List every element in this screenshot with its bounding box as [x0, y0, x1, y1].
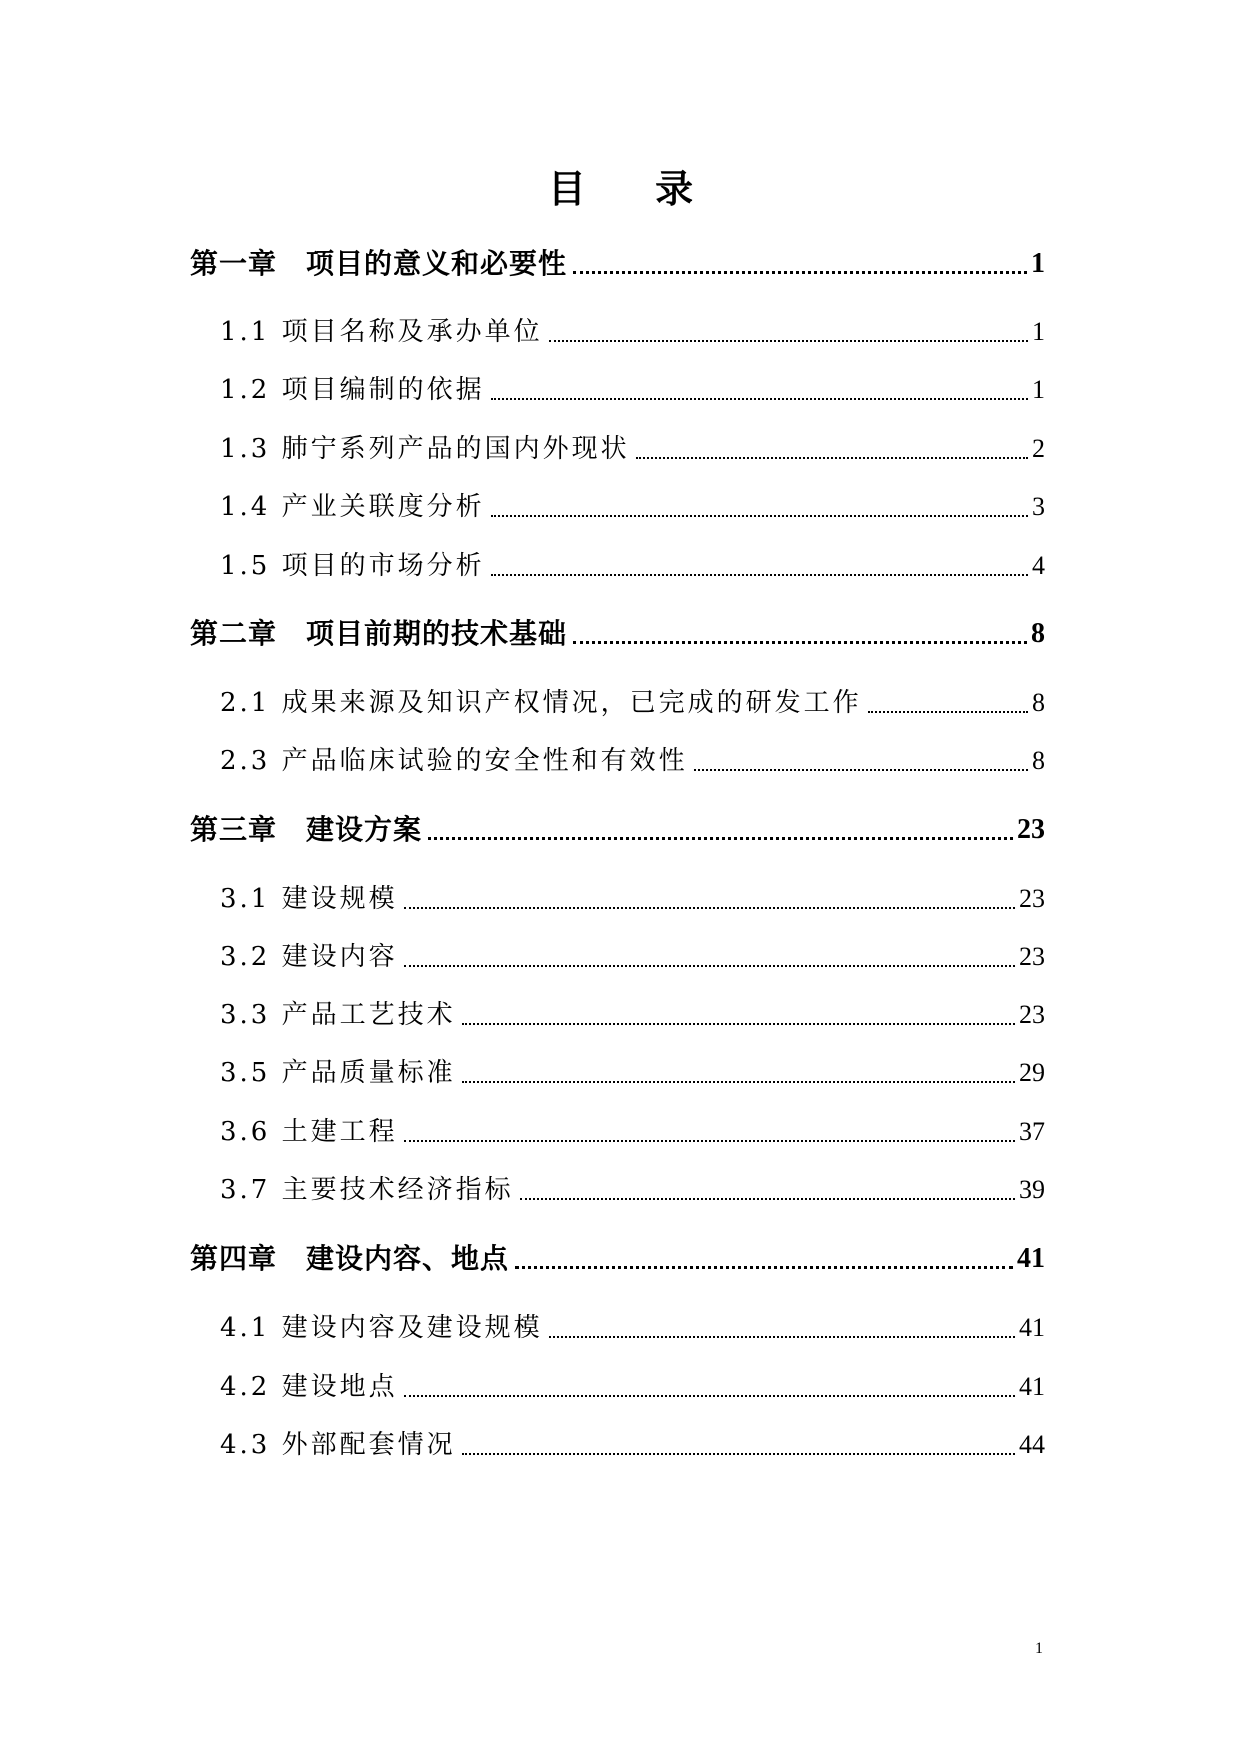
- dot-leader: [573, 641, 1027, 644]
- dot-leader: [636, 457, 1028, 459]
- toc-entry-1-3[interactable]: [220, 429, 1045, 469]
- toc-title: 目 录: [547, 166, 722, 211]
- toc-entry-label: 2.3 产品临床试验的安全性和有效性: [220, 746, 688, 776]
- dot-leader: [462, 1453, 1015, 1455]
- dot-leader: [491, 515, 1028, 517]
- toc-entry-label: 第一章 项目的意义和必要性: [190, 247, 568, 280]
- toc-entry-4-2[interactable]: [220, 1367, 1045, 1407]
- toc-entry-label: 3.5 产品质量标准: [220, 1058, 456, 1088]
- toc-entry-3-2[interactable]: [220, 937, 1045, 977]
- toc-entry-3-5[interactable]: [220, 1053, 1045, 1093]
- toc-entry-page: 41: [1019, 1313, 1045, 1342]
- toc-entry-page: 23: [1019, 884, 1045, 913]
- toc-entry-1-2[interactable]: [220, 370, 1045, 410]
- toc-entry-label: 1.3 肺宁系列产品的国内外现状: [220, 434, 630, 464]
- dot-leader: [549, 1336, 1015, 1338]
- dot-leader: [520, 1198, 1015, 1200]
- dot-leader: [694, 769, 1028, 771]
- toc-entry-page: 2: [1032, 434, 1045, 463]
- toc-entry-label: 3.1 建设规模: [220, 884, 398, 914]
- toc-entry-page: 8: [1031, 618, 1045, 649]
- toc-entry-label: 3.3 产品工艺技术: [220, 1000, 456, 1030]
- dot-leader: [462, 1081, 1015, 1083]
- toc-entry-page: 41: [1019, 1372, 1045, 1401]
- toc-entry-page: 44: [1019, 1430, 1045, 1459]
- toc-entry-1-1[interactable]: [220, 312, 1045, 352]
- dot-leader: [404, 1395, 1015, 1397]
- toc-entry-page: 3: [1032, 492, 1045, 521]
- toc-entry-label: 3.6 土建工程: [220, 1117, 398, 1147]
- toc-entry-page: 1: [1031, 248, 1045, 279]
- toc-entry-page: 41: [1017, 1243, 1045, 1274]
- toc-entry-label: 2.1 成果来源及知识产权情况，已完成的研发工作: [220, 688, 862, 718]
- dot-leader: [428, 837, 1013, 840]
- toc-entry-label: 第四章 建设内容、地点: [190, 1242, 510, 1275]
- toc-entry-chapter-1[interactable]: [190, 244, 1045, 284]
- dot-leader: [549, 340, 1028, 342]
- toc-entry-page: 29: [1019, 1058, 1045, 1087]
- toc-entry-4-1[interactable]: [220, 1308, 1045, 1348]
- toc-entry-page: 23: [1019, 942, 1045, 971]
- toc-entry-2-3[interactable]: [220, 741, 1045, 781]
- toc-entry-label: 3.7 主要技术经济指标: [220, 1175, 514, 1205]
- toc-entry-label: 第二章 项目前期的技术基础: [190, 617, 568, 650]
- dot-leader: [491, 398, 1028, 400]
- toc-entry-page: 1: [1032, 317, 1045, 346]
- toc-entry-3-3[interactable]: [220, 995, 1045, 1035]
- toc-entry-label: 4.3 外部配套情况: [220, 1430, 456, 1460]
- dot-leader: [868, 711, 1028, 713]
- toc-entry-label: 1.1 项目名称及承办单位: [220, 317, 543, 347]
- dot-leader: [515, 1266, 1013, 1269]
- toc-entry-label: 1.5 项目的市场分析: [220, 551, 485, 581]
- toc-entry-page: 4: [1032, 551, 1045, 580]
- toc-entry-label: 4.1 建设内容及建设规模: [220, 1313, 543, 1343]
- toc-entry-page: 37: [1019, 1117, 1045, 1146]
- toc-entry-label: 1.4 产业关联度分析: [220, 492, 485, 522]
- toc-entry-3-6[interactable]: [220, 1112, 1045, 1152]
- toc-entry-1-5[interactable]: [220, 546, 1045, 586]
- toc-entry-1-4[interactable]: [220, 487, 1045, 527]
- toc-entry-page: 23: [1019, 1000, 1045, 1029]
- dot-leader: [404, 907, 1015, 909]
- toc-entry-3-7[interactable]: [220, 1170, 1045, 1210]
- toc-entry-4-3[interactable]: [220, 1425, 1045, 1465]
- toc-entry-2-1[interactable]: [220, 683, 1045, 723]
- toc-entry-chapter-3[interactable]: [190, 810, 1045, 850]
- toc-entry-page: 39: [1019, 1175, 1045, 1204]
- dot-leader: [573, 271, 1027, 274]
- toc-entry-label: 第三章 建设方案: [190, 813, 423, 846]
- page-number: 1: [1035, 1640, 1043, 1657]
- toc-entry-page: 1: [1032, 375, 1045, 404]
- toc-entry-chapter-4[interactable]: [190, 1239, 1045, 1279]
- toc-entry-chapter-2[interactable]: [190, 614, 1045, 654]
- toc-entry-page: 8: [1032, 746, 1045, 775]
- toc-entry-page: 8: [1032, 688, 1045, 717]
- toc-entry-label: 3.2 建设内容: [220, 942, 398, 972]
- dot-leader: [491, 574, 1028, 576]
- toc-entry-page: 23: [1017, 814, 1045, 845]
- dot-leader: [462, 1023, 1015, 1025]
- toc-entry-label: 4.2 建设地点: [220, 1372, 398, 1402]
- dot-leader: [404, 1140, 1015, 1142]
- toc-entry-3-1[interactable]: [220, 879, 1045, 919]
- toc-entry-label: 1.2 项目编制的依据: [220, 375, 485, 405]
- dot-leader: [404, 965, 1015, 967]
